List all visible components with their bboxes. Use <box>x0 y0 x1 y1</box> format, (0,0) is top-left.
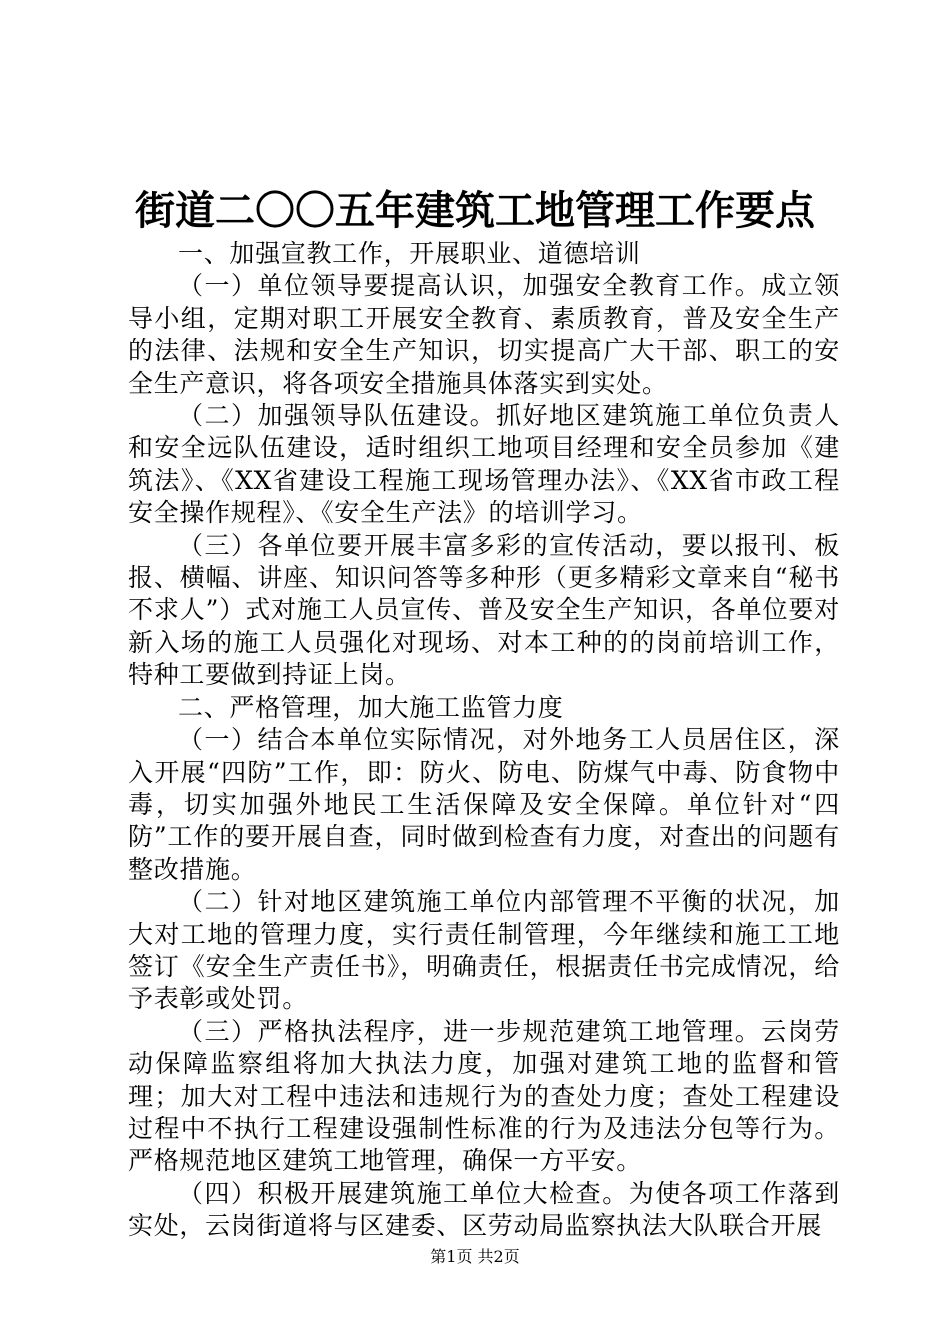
paragraph: （二）加强领导队伍建设。抓好地区建筑施工单位负责人和安全远队伍建设，适时组织工地项目经理和安全员参加《建筑法》、《XX省建设工程施工现场管理办法》、《XX省市政工程安全操作规程》、《安全生产法》的培训学习。 <box>128 401 840 528</box>
paragraph: （一）单位领导要提高认识，加强安全教育工作。成立领导小组，定期对职工开展安全教育、素质教育，普及安全生产的法律、法规和安全生产知识，切实提高广大干部、职工的安全生产意识，将各项安全措施具体落实到实处。 <box>128 271 840 398</box>
section-heading: 二、严格管理，加大施工监管力度 <box>178 692 564 722</box>
paragraph: （三）严格执法程序，进一步规范建筑工地管理。云岗劳动保障监察组将加大执法力度，加强对建筑工地的监督和管理；加大对工程中违法和违规行为的查处力度；查处工程建设过程中不执行工程建设强制性标准的行为及违法分包等行为。严格规范地区建筑工地管理，确保一方平安。 <box>128 1016 840 1176</box>
paragraph: （三）各单位要开展丰富多彩的宣传活动，要以报刊、板报、横幅、讲座、知识问答等多种形（更多精彩文章来自“秘书不求人”）式对施工人员宣传、普及安全生产知识，各单位要对新入场的施工人员强化对现场、对本工种的的岗前培训工作，特种工要做到持证上岗。 <box>128 530 840 690</box>
paragraph: （一）结合本单位实际情况，对外地务工人员居住区，深入开展“四防”工作，即：防火、防电、防煤气中毒、防食物中毒，切实加强外地民工生活保障及安全保障。单位针对“四防”工作的要开展自查，同时做到检查有力度，对查出的问题有整改措施。 <box>128 725 840 884</box>
document-body <box>128 238 840 1243</box>
paragraph: （二）针对地区建筑施工单位内部管理不平衡的状况，加大对工地的管理力度，实行责任制管理，今年继续和施工工地签订《安全生产责任书》，明确责任，根据责任书完成情况，给予表彰或处罚。 <box>128 887 840 1014</box>
document-title: 街道二〇〇五年建筑工地管理工作要点 <box>135 187 815 234</box>
page-footer: 第1页 共2页 <box>430 1247 520 1266</box>
paragraph: （四）积极开展建筑施工单位大检查。为使各项工作落到实处，云岗街道将与区建委、区劳动局监察执法大队联合开展 <box>128 1178 840 1241</box>
section-heading: 一、加强宣教工作，开展职业、道德培训 <box>178 239 641 268</box>
